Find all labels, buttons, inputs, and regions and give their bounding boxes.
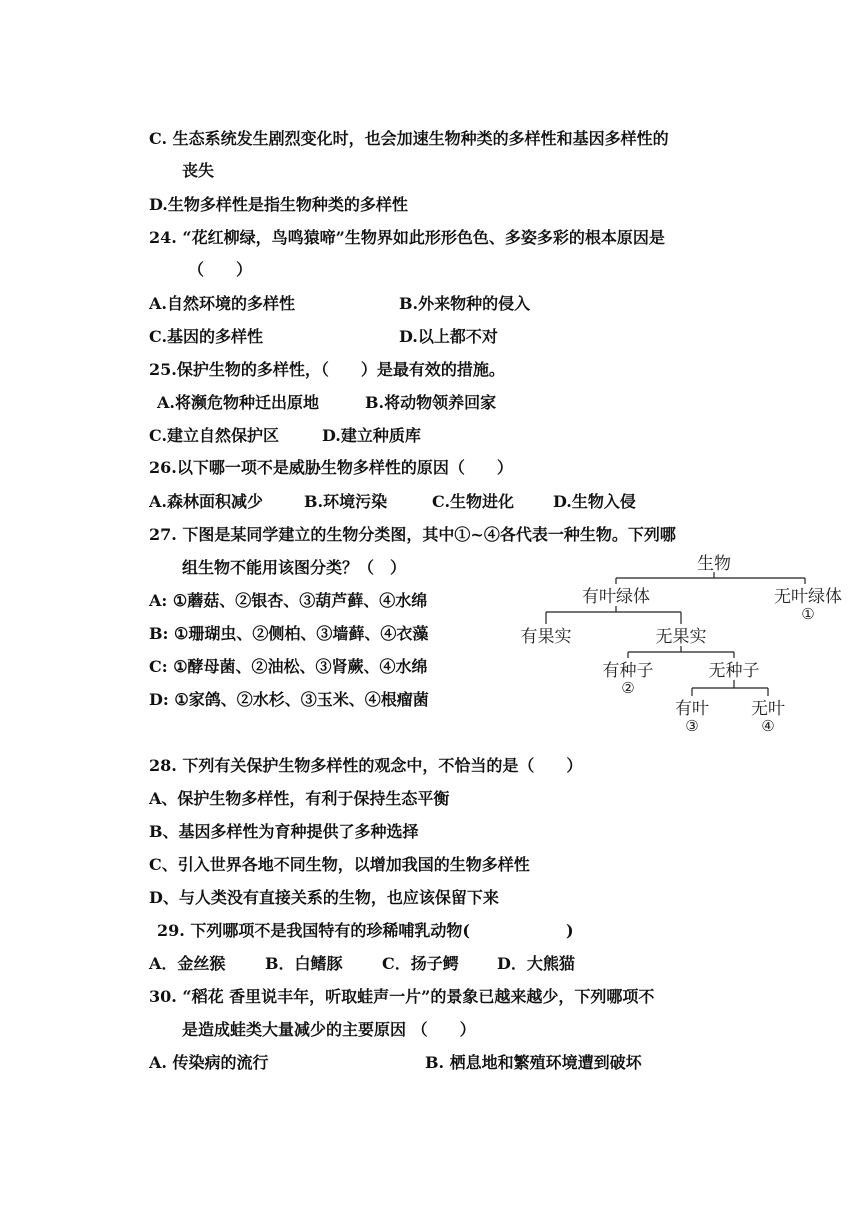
classification-tree-diagram — [500, 548, 860, 738]
q30-stem: 30. “稻花 香里说丰年，听取蛙声一片”的景象已越来越少，下列哪项不 — [149, 987, 655, 1006]
node-no-fruit: 无果实 — [655, 627, 707, 647]
q28-option-d: D、与人类没有直接关系的生物，也应该保留下来 — [149, 888, 499, 907]
node-no-chlorophyll: 无叶绿体 — [774, 587, 842, 607]
q24-blank: （ ） — [188, 260, 253, 279]
node-has-leaf: 有叶 — [675, 699, 709, 719]
node-has-fruit: 有果实 — [520, 627, 572, 647]
q27-option-c: C: ①酵母菌、②油松、③肾蕨、④水绵 — [149, 657, 428, 676]
marker-2: ② — [621, 679, 635, 697]
q27-option-d: D: ①家鸽、②水杉、③玉米、④根瘤菌 — [149, 690, 429, 709]
marker-1: ① — [801, 605, 815, 623]
q24-option-c: C.基因的多样性 — [149, 327, 264, 346]
q29-close-paren: ) — [566, 921, 574, 940]
node-no-leaf: 无叶 — [751, 699, 785, 719]
node-has-chlorophyll: 有叶绿体 — [582, 587, 650, 607]
q23-option-c-cont: 丧失 — [182, 161, 215, 180]
q25-option-c: C.建立自然保护区 — [149, 426, 280, 445]
q29-stem: 29. 下列哪项不是我国特有的珍稀哺乳动物( — [157, 921, 470, 940]
q28-option-a: A、保护生物多样性，有利于保持生态平衡 — [149, 789, 450, 808]
q26-stem: 26.以下哪一项不是威胁生物多样性的原因（ ） — [149, 458, 513, 477]
q28-option-b: B、基因多样性为育种提供了多种选择 — [149, 822, 419, 841]
node-no-seed: 无种子 — [708, 661, 760, 681]
q25-option-b: B.将动物领养回家 — [365, 393, 497, 412]
q24-option-a: A.自然环境的多样性 — [149, 294, 295, 313]
q24-option-b: B.外来物种的侵入 — [399, 294, 531, 313]
marker-3: ③ — [685, 717, 699, 735]
q24-option-d: D.以上都不对 — [399, 327, 498, 346]
q23-option-d: D.生物多样性是指生物种类的多样性 — [149, 195, 408, 214]
q27-option-a: A: ①蘑菇、②银杏、③葫芦藓、④水绵 — [149, 591, 428, 610]
q29-option-b: B．白鳍豚 — [265, 954, 343, 973]
q29-option-a: A．金丝猴 — [149, 954, 226, 973]
q25-option-d: D.建立种质库 — [322, 426, 421, 445]
q30-option-b: B. 栖息地和繁殖环境遭到破坏 — [425, 1053, 642, 1072]
q24-stem: 24. “花红柳绿，鸟鸣猿啼”生物界如此形形色色、多姿多彩的根本原因是 — [149, 228, 665, 247]
node-has-seed: 有种子 — [602, 661, 654, 681]
q30-option-a: A. 传染病的流行 — [149, 1053, 269, 1072]
q29-option-d: D．大熊猫 — [497, 954, 575, 973]
q27-stem: 27. 下图是某同学建立的生物分类图，其中①~④各代表一种生物。下列哪 — [149, 525, 676, 544]
marker-4: ④ — [761, 717, 775, 735]
q30-stem-cont: 是造成蛙类大量减少的主要原因 （ ） — [182, 1020, 476, 1039]
q25-option-a: A.将濒危物种迁出原地 — [157, 393, 319, 412]
q26-option-b: B.环境污染 — [304, 492, 388, 511]
q25-stem: 25.保护生物的多样性，（ ）是最有效的措施。 — [149, 360, 505, 379]
q28-stem: 28. 下列有关保护生物多样性的观念中，不恰当的是（ ） — [149, 756, 583, 775]
q26-option-a: A.森林面积减少 — [149, 492, 263, 511]
q26-option-c: C.生物进化 — [432, 492, 515, 511]
node-organism: 生物 — [697, 554, 731, 574]
q27-stem-cont: 组生物不能用该图分类？（ ） — [182, 558, 407, 577]
q29-option-c: C．扬子鳄 — [382, 954, 459, 973]
q23-option-c: C. 生态系统发生剧烈变化时，也会加速生物种类的多样性和基因多样性的 — [149, 129, 669, 148]
q26-option-d: D.生物入侵 — [553, 492, 636, 511]
q27-option-b: B: ①珊瑚虫、②侧柏、③墙藓、④衣藻 — [149, 624, 429, 643]
q28-option-c: C、引入世界各地不同生物，以增加我国的生物多样性 — [149, 855, 530, 874]
